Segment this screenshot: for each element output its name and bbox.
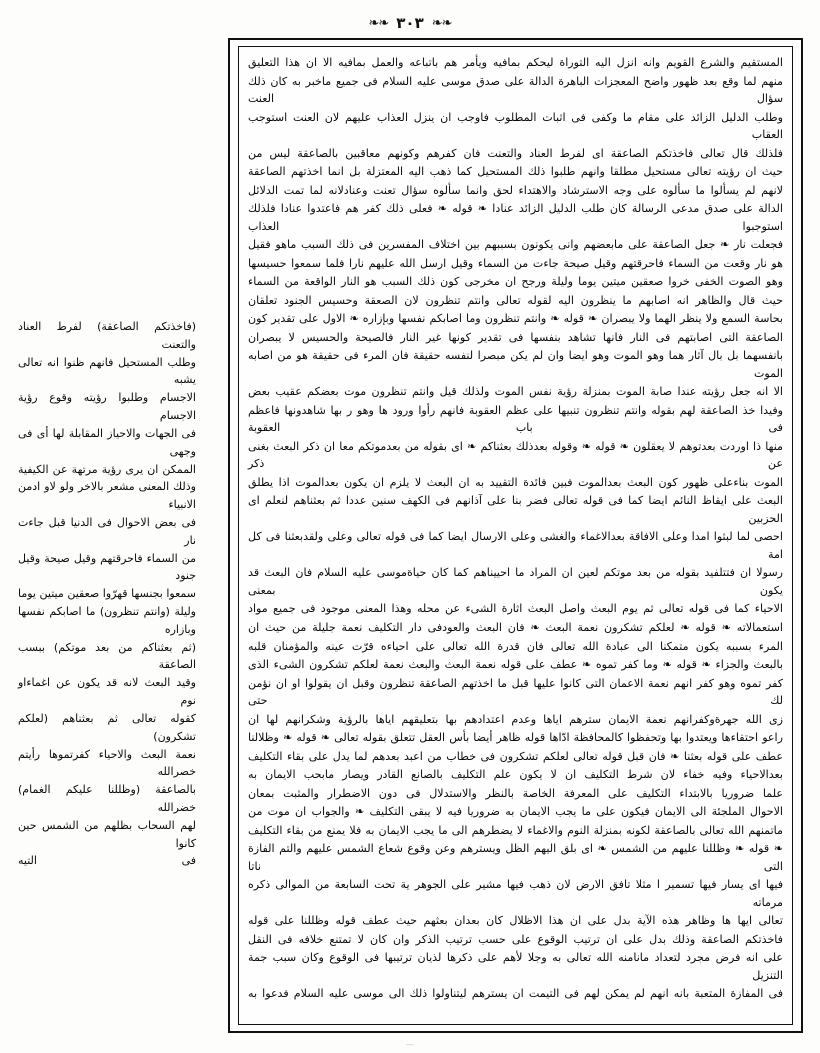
text-line: حيث ان رؤيته تعالى مستحيل مطلقا وانهم طلبوا ذلك المستحيل كما ذهب اليه المعتزلة بل انما اخذتهم الصاعقة <box>248 165 783 179</box>
gloss-line: فى الجهات والاحياز المقابلة لها أى فى وجهى <box>18 426 196 458</box>
text-line: بعدالاحياء وفيه خفاء لان شرط التكليف ان لا يكون علم التكليف بالصانع القادر ويصار مابحب الايمان به <box>248 768 783 782</box>
text-line: البعث على ايقاظ النائم ايضا كما فى قوله تعالى فضر بنا على آذانهم فى الكهف سنين عددا ثم بعثناهم لنعلم اى الحزبين <box>248 494 783 525</box>
gloss-line: (ثم بعثناكم من بعد موتكم) ببسب الصاعقة <box>18 640 196 672</box>
text-line: منهم لما وقع بعد ظهور واضح المعجزات الباهرة الدالة على صدق موسى عليه السلام فى جميع ماخبر به كان ذلك سؤال العنت <box>248 74 783 106</box>
gloss-line: (فاخذتكم الصاعقة) لفرط العناد والتعنت <box>18 320 196 351</box>
ornament-left-icon: ❧❧ <box>368 15 389 31</box>
text-line: بالبعث والجزاء ❧ قوله ❧ وما كفر تموه ❧ عطف على قوله نعمة البعث والبعث نعمة لعلكم تشكرون الشىء الذى <box>248 658 783 672</box>
page-number: ٣٠٣ <box>396 14 424 32</box>
text-line: فاخذتكم الصاعقة وذلك بدل على ان ترتيب الوقوع على حسب ترتيب الذكر وان كان لا تمتنع خلافه فى النقل <box>248 932 783 946</box>
gloss-line: وطلب المستحيل فانهم ظنوا انه تعالى يشبه <box>18 355 196 387</box>
gloss-line: من السماء فاحرقتهم وقيل صيحة وقيل جنود <box>18 551 196 583</box>
text-line: المستقيم والشرع القويم وانه انزل اليه التوراة ليحكم بمافيه ويأمر هم باتباعه والعمل بمافيه الا ان هذا التعليق <box>248 56 783 69</box>
text-line: ماتمنهم الله تعالى بالصاعقة لكونه بمنزلة النوم والاغماء لا يضطرهم الى ما يجب الايمان به فلا يمنع من بقاء التكليف <box>248 823 783 837</box>
text-line: فى المفازة المتعبة بانه انهم لم يمكن لهم فى التيمت ان يسترهم ليتناولوا ذلك الى موسى عليه السلام فدعوا به <box>248 987 783 1001</box>
gloss-line: وذلك المعنى مشعر بالاخر ولو لاو ادمن الانبياء <box>18 480 196 512</box>
gloss-line: نعمة البعث والاحياء كفرتموها رأيتم خصرالله <box>18 747 196 779</box>
marginal-gloss <box>18 318 196 870</box>
text-line: وهو الصوت الخفى خروا صعقين ميتين يوما وليلة ورجح ان مخرجى كون ذلك السبب هو النار الواقعة من السماء <box>248 275 783 289</box>
text-line: فجعلت نار ❧ جعل الصاعقة على مابعضهم وانى يكونون بسببهم بين اختلاف المفسرين فى ذلك السبب ماهو فقيل <box>248 238 783 252</box>
text-line: بحاسة السمع ولا ينظر الهما ولا يبصران ❧ قوله ❧ وانتم تنظرون وما اصابكم نفسها وبإزاره ❧ الاول على تقدير كون <box>248 312 783 326</box>
gloss-line: وليلة (وانتم تنظرون) ما اصابكم نفسها وبازاره <box>18 605 196 636</box>
text-line: زى الله جهرةوكفرانهم نعمة الايمان سترهم اياها وعدم اعتدادهم بها بتعليقهم اياها بالرؤية وشكرانهم لها ان <box>248 712 783 726</box>
ornament-right-icon: ❧❧ <box>431 15 452 31</box>
page-header <box>0 14 820 32</box>
text-line: هو نار وقعت من السماء فاحرقتهم وقيل صيحة جاءت من السماء وقيل ارسل الله عليهم نارا فلما سمعوا حسيسها <box>248 256 783 270</box>
text-line: علما ضروريا بالابتداء التكليف على المعرفة الخاصة بالنظر والاستدلال فى دون الاضطرار والمثبت بمعان <box>248 786 783 800</box>
text-line: منها ذا اوردت بعدتوهم لا يعقلون ❧ قوله ❧ وقوله بعدذلك بعثناكم ❧ اى بقوله من بعدموتكم معا ان ذكر البعث بغنى عن ذكر <box>248 439 783 471</box>
text-line: كفر تموه وهو كفر انهم نعمة الاعمان التى كانوا عليها قبل ما اخذتهم الصاعقة تنظرون وقبل ان يقولوا او ان نؤمن لك حتى <box>248 676 783 708</box>
text-line: فيها اى يسار فيها تسمير ا مثلا تافق الارض لان ذهب فيها مشير على الجوهر ية تحت السابعة من الموالى ذكره مرماته <box>248 878 783 909</box>
text-line: الدالة على صدق مدعى الرسالة كان طلب الدليل الزائد عنادا ❧ قوله ❧ فعلى ذلك كفر هم فاعتدوا عنادا فلذلك استوجبوا العذاب <box>248 202 783 233</box>
main-text-body <box>248 54 783 1003</box>
footer-mark: — <box>406 1040 414 1049</box>
text-line: المرء بسببه يكون متمكنا الى عبادة الله تعالى فان قدرة الله تعالى على احياءه قرّت عينه والمؤمنان قلبه <box>248 639 783 653</box>
text-line: الاحياء كما فى قوله تعالى ثم يوم البعث واصل البعث اثارة الشىء عن محله وهذا المعنى موجود فى جميع مواد <box>248 602 783 616</box>
text-line: الصاعقة التى اصابتهم فى النار فانها تشاهد بنفسها فى تقدير كونها غير النار فالصيحة والحسيس لا يبصران <box>248 330 783 344</box>
text-line: وفيدا خذ الصاعقة لهم بقوله وانتم تنظرون تنبيها على عظم العقوبة فانهم رأوا ورود ها وهو ر بها شاهدونها فاعظم فى باب العقوبة <box>248 403 783 435</box>
gloss-line: سمعوا بجنسها قهرّوا صعقين ميتين يوما <box>18 587 196 601</box>
gloss-line: فى التيه <box>18 854 196 868</box>
gloss-line: الممكن ان يرى رؤية مرتهة عن الكيفية <box>18 462 196 476</box>
gloss-line: كقوله تعالى ثم بعثناهم (لعلكم تشكرون) <box>18 711 196 743</box>
gloss-line: وقيد البعث لانه قد يكون عن اغماءاو نوم <box>18 676 196 708</box>
text-line: على انه فرض مجرد لتعداد مانامنه الله تعالى به وجلا لأهم على ذكرها لذيان ترتيبها فى الوقوع وكان سبب جمة التنزيل <box>248 951 783 982</box>
text-line: وطلب الدليل الزائد على مقام ما وكفى فى اثبات المطلوب فاوجب ان ينزل العذاب عليهم لان العنت استوجب العقاب <box>248 110 783 142</box>
text-line: لانهم لم يسألوا ما سألوه على وجه الاسترشاد والاهتداء لحق وانما سألوه سؤال تعنت وعنادلانه لما تمت الدلائل <box>248 183 783 197</box>
main-text-frame <box>228 38 803 1033</box>
text-line: حيث قال والظاهر انه اصابهم ما ينظرون اليه لقوله تعالى وانتم تنظرون لان الصعقة وحسيس الجنود تعلقان <box>248 293 783 307</box>
text-line: احصى لما لبثوا امدا وعلى الافاقة بعدالاغماء والغشى وعلى الارسال ايضا كما فى قوله تعالى وعلى ولقدبعثنا فى كل امة <box>248 530 783 561</box>
text-line: راعو احتقاءها ويعتدوا بها وتحفظوا كالمحافظة ادّاها قوله ظاهر أيضا بأس العقل تتعلق بقوله تعالى ❧ قوله ❧ وظلالنا <box>248 731 783 745</box>
text-line: الموت بناءعلى ظهور كون البعث بعدالموت فبين فائدة التقييد به ان البعث لا يلزم ان يكون بعدالموت اذا يطلق <box>248 475 783 489</box>
gloss-line: الاجسام وطلبوا رؤيته وقوع رؤية الاجسام <box>18 391 196 423</box>
text-line: عطف على قوله بعثنا ❧ فان قبل قوله تعالى لعلكم تشكرون فى خطاب من اعبد بعدهم لما يدل على بقاء التكليف <box>248 749 783 763</box>
text-line: بانفسهما بل بال آثار هما وهو الموت وهو ايضا وان لم يكن مبصرا لنفسه حقيقة فان المرء فى حقيقة هو من اصابه الموت <box>248 349 783 380</box>
gloss-line: فى بعض الاحوال فى الدنيا قبل جاءت نار <box>18 515 196 547</box>
text-line: رسولا ان فتتلفيد بقوله من بعد موتكم لعين ان المراد ما احييناهم كما كان حياةموسى عليه السلام فان البعث قد يكون بمعنى <box>248 566 783 597</box>
text-line: فلذلك قال تعالى فاخذتكم الصاعقة اى لفرط العناد والتعنت فان كفرهم وكونهم معاقبين بالصاعقة ليس من <box>248 146 783 160</box>
gloss-line: لهم السحاب بظلهم من الشمس حين كانوا <box>18 818 196 850</box>
text-line: الاحوال الملجئة الى الايمان فيكون على ما يجب الايمان به ضروريا فيه لا يبقى التكليف ❧ والجواب ان موت من <box>248 805 783 819</box>
text-line: استعمالاته ❧ قوله ❧ لعلكم تشكرون نعمة البعث ❧ فان البعث والعودفى دار التكليف نعمة جليلة من حيث ان <box>248 620 783 634</box>
text-line: تعالى ايها ها وظاهر هذه الآية بدل على ان هذا الاظلال كان بعدان بعثهم حيث عطف قوله وظللنا على قوله <box>248 914 783 928</box>
text-line: الا انه جعل رؤيته عندا صابة الموت بمنزلة رؤية نفس الموت ولذلك قيل وانتم تنظرون موت بعضكم عقيب بعض <box>248 385 783 399</box>
text-line: ❧ قوله ❧ وظللنا عليهم من الشمس ❧ اى بلق اليهم الظل ويسترهم وعن وقوع شعاع الشمس عليهم والتم الفازة التى ناتا <box>248 842 783 873</box>
gloss-line: بالصاعقة (وظللنا عليكم الغمام) خضرالله <box>18 783 196 814</box>
